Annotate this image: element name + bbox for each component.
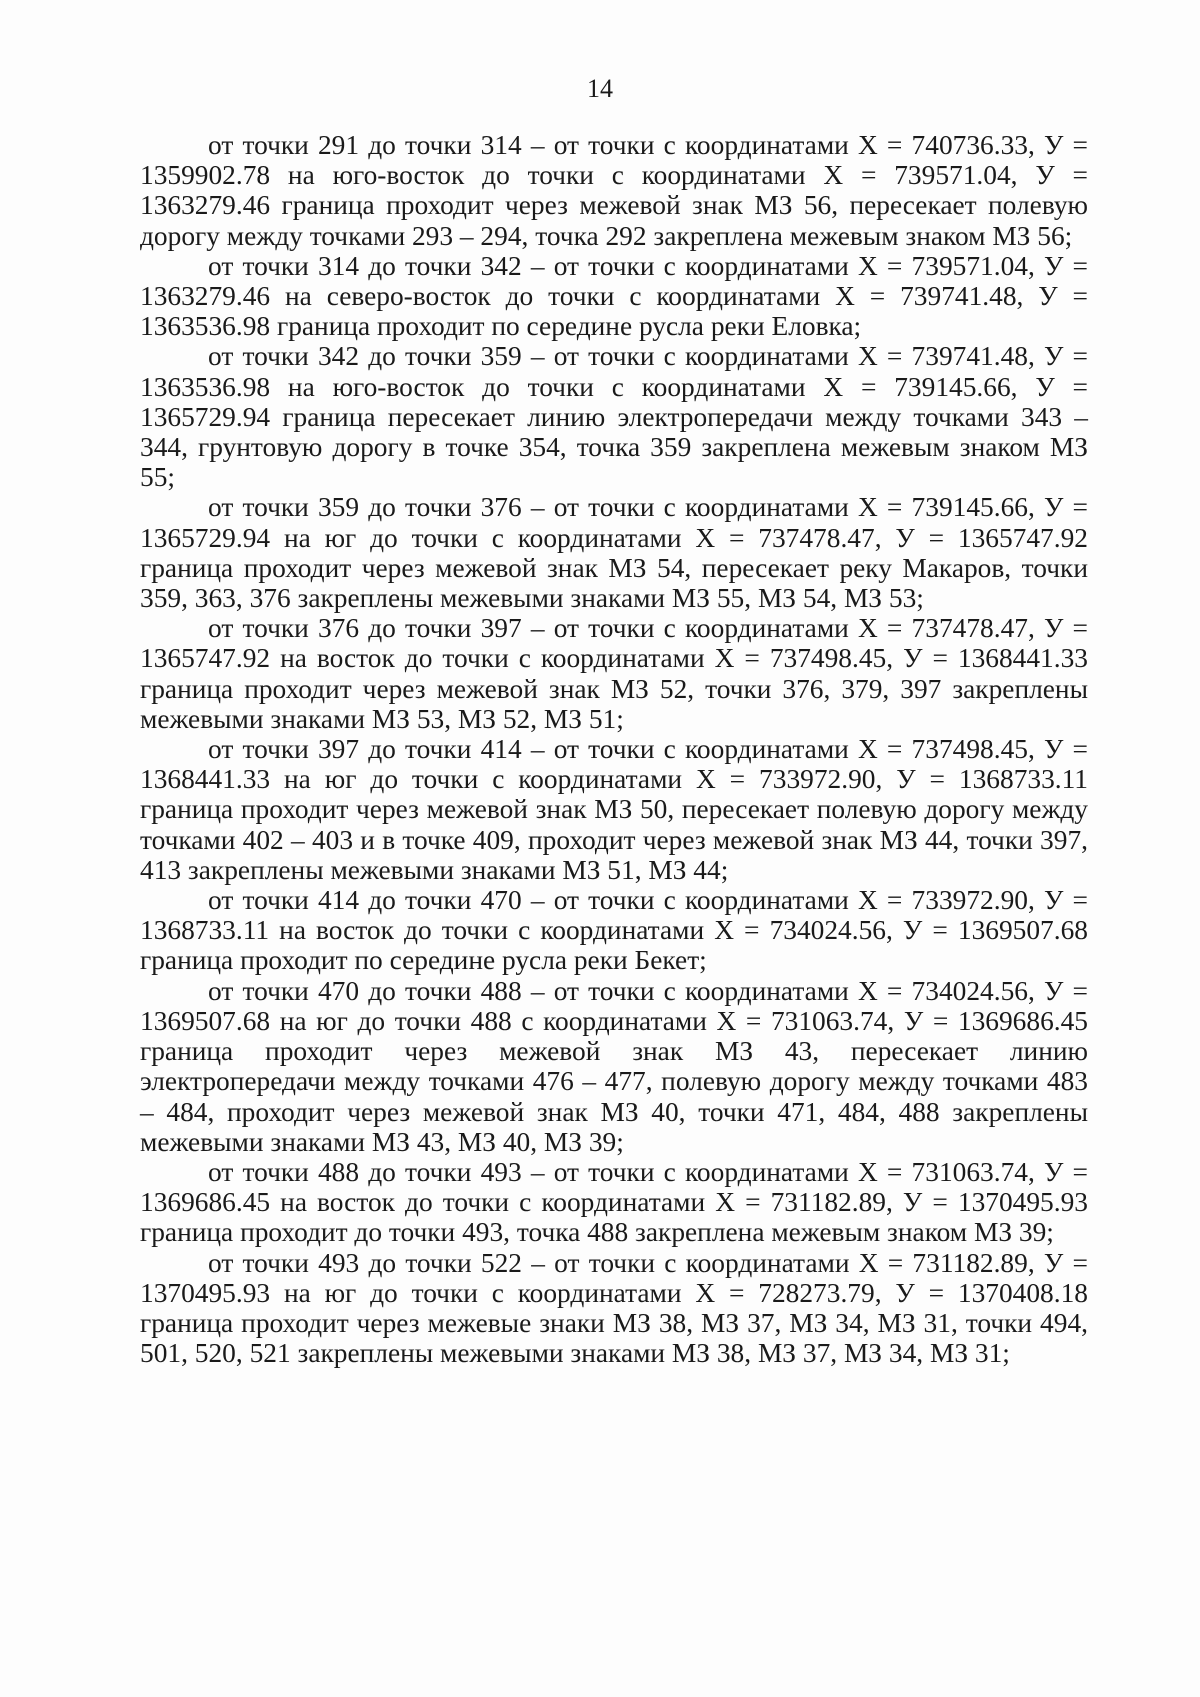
- paragraph-414-470: от точки 414 до точки 470 – от точки с координатами Х = 733972.90, У = 1368733.11 на восток до точки с координатами Х = 734024.56, У = 1369507.68 граница проходит по середине русла реки Бекет;: [140, 885, 1088, 976]
- paragraph-314-342: от точки 314 до точки 342 – от точки с координатами Х = 739571.04, У = 1363279.46 на северо-восток до точки с координатами Х = 739741.48, У = 1363536.98 граница проходит по середине русла реки Еловка;: [140, 250, 1088, 342]
- paragraph-397-414: от точки 397 до точки 414 – от точки с координатами Х = 737498.45, У = 1368441.33 на юг до точки с координатами Х = 733972.90, У = 1368733.11 граница проходит через межевой знак МЗ 50, пересекает полевую дорогу между точками 402 – 403 и в точке 409, проходит через межевой знак МЗ 44, точки 397, 413 закреплены межевыми знаками МЗ 51, МЗ 44;: [140, 734, 1088, 885]
- paragraph-359-376: от точки 359 до точки 376 – от точки с координатами Х = 739145.66, У = 1365729.94 на юг до точки с координатами Х = 737478.47, У = 1365747.92 граница проходит через межевой знак МЗ 54, пересекает реку Макаров, точки 359, 363, 376 закреплены межевыми знаками МЗ 55, МЗ 54, МЗ 53;: [140, 492, 1088, 614]
- paragraph-470-488: от точки 470 до точки 488 – от точки с координатами Х = 734024.56, У = 1369507.68 на юг до точки 488 с координатами Х = 731063.74, У = 1369686.45 граница проходит через межевой знак МЗ 43, пересекает линию электропередачи между точками 476 – 477, полевую дорогу между точками 483 – 484, проходит через межевой знак МЗ 40, точки 471, 484, 488 закреплены межевыми знаками МЗ 43, МЗ 40, МЗ 39;: [140, 975, 1088, 1157]
- paragraph-376-397: от точки 376 до точки 397 – от точки с координатами Х = 737478.47, У = 1365747.92 на восток до точки с координатами Х = 737498.45, У = 1368441.33 граница проходит через межевой знак МЗ 52, точки 376, 379, 397 закреплены межевыми знаками МЗ 53, МЗ 52, МЗ 51;: [140, 613, 1088, 734]
- page-number: 14: [587, 74, 613, 103]
- paragraph-342-359: от точки 342 до точки 359 – от точки с координатами Х = 739741.48, У = 1363536.98 на юго-восток до точки с координатами Х = 739145.66, У = 1365729.94 граница пересекает линию электропередачи между точками 343 – 344, грунтовую дорогу в точке 354, точка 359 закреплена межевым знаком МЗ 55;: [140, 341, 1088, 493]
- paragraph-493-522: от точки 493 до точки 522 – от точки с координатами Х = 731182.89, У = 1370495.93 на юг до точки с координатами Х = 728273.79, У = 1370408.18 граница проходит через межевые знаки МЗ 38, МЗ 37, МЗ 34, МЗ 31, точки 494, 501, 520, 521 закреплены межевыми знаками МЗ 38, МЗ 37, МЗ 34, МЗ 31;: [140, 1247, 1088, 1369]
- paragraph-291-314: от точки 291 до точки 314 – от точки с координатами Х = 740736.33, У = 1359902.78 на юго-восток до точки с координатами Х = 739571.04, У = 1363279.46 граница проходит через межевой знак МЗ 56, пересекает полевую дорогу между точками 293 – 294, точка 292 закреплена межевым знаком МЗ 56;: [140, 130, 1088, 251]
- paragraph-488-493: от точки 488 до точки 493 – от точки с координатами Х = 731063.74, У = 1369686.45 на восток до точки с координатами Х = 731182.89, У = 1370495.93 граница проходит до точки 493, точка 488 закреплена межевым знаком МЗ 39;: [140, 1156, 1088, 1248]
- document-body: [140, 130, 1088, 1368]
